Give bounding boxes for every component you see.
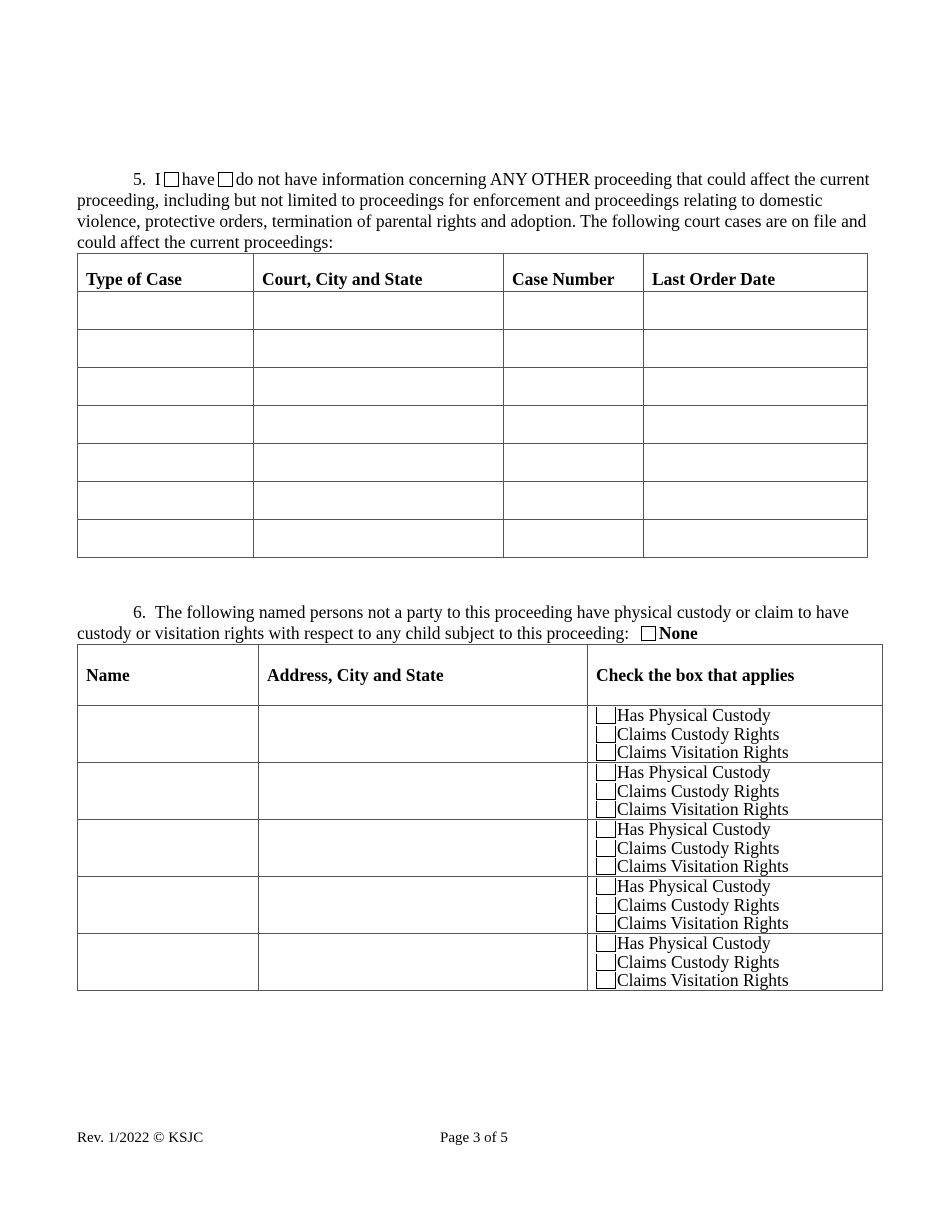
footer-page-number: Page 3 of 5	[440, 1130, 508, 1146]
custody-options-cell	[588, 820, 883, 877]
type-of-case-cell[interactable]	[78, 368, 254, 406]
last-order-date-cell[interactable]	[644, 520, 868, 558]
table-row	[78, 877, 883, 934]
last-order-date-cell[interactable]	[644, 292, 868, 330]
custody-options-cell	[588, 706, 883, 763]
option-label: Claims Visitation Rights	[617, 913, 789, 933]
type-of-case-cell[interactable]	[78, 330, 254, 368]
last-order-date-cell[interactable]	[644, 444, 868, 482]
table-row	[78, 763, 883, 820]
court-cell[interactable]	[254, 520, 504, 558]
claims-custody-rights-checkbox[interactable]	[596, 897, 616, 914]
custody-options-cell	[588, 934, 883, 991]
table-row	[78, 820, 883, 877]
name-cell[interactable]	[78, 820, 259, 877]
last-order-date-cell[interactable]	[644, 406, 868, 444]
option-label: Claims Visitation Rights	[617, 799, 789, 819]
option-label: Claims Custody Rights	[617, 837, 780, 858]
court-cell[interactable]	[254, 482, 504, 520]
has-physical-custody-checkbox[interactable]	[596, 878, 616, 895]
custody-options-cell	[588, 877, 883, 934]
type-of-case-cell[interactable]	[78, 444, 254, 482]
court-cell[interactable]	[254, 444, 504, 482]
name-cell[interactable]	[78, 706, 259, 763]
section-5-body: the current proceeding, including but not limited to proceedings for enforcement and proceedings relating to domestic violence, protective orders, termination of parental rights and adoption. The following court cases are on file and could affect the current proceedings:	[77, 169, 870, 252]
option-label: Has Physical Custody	[617, 876, 771, 896]
option-label: Has Physical Custody	[617, 933, 771, 953]
last-order-date-cell[interactable]	[644, 330, 868, 368]
section-5-pronoun: I	[154, 169, 161, 189]
case-number-cell[interactable]	[504, 292, 644, 330]
header-last-order-date: Last Order Date	[644, 254, 868, 292]
has-physical-custody-checkbox[interactable]	[596, 935, 616, 952]
case-number-cell[interactable]	[504, 482, 644, 520]
none-checkbox[interactable]	[641, 626, 656, 641]
table-row	[78, 444, 868, 482]
has-physical-custody-checkbox[interactable]	[596, 821, 616, 838]
option-label: Has Physical Custody	[617, 819, 771, 839]
custody-persons-table	[77, 644, 883, 991]
claims-visitation-rights-checkbox[interactable]	[596, 801, 616, 818]
other-proceedings-header-row	[78, 254, 868, 292]
name-cell[interactable]	[78, 877, 259, 934]
court-cell[interactable]	[254, 406, 504, 444]
claims-custody-rights-checkbox[interactable]	[596, 726, 616, 743]
has-physical-custody-checkbox[interactable]	[596, 764, 616, 781]
option-label: Has Physical Custody	[617, 762, 771, 782]
option-label: Claims Visitation Rights	[617, 856, 789, 876]
table-row	[78, 330, 868, 368]
section-5-number: 5.	[133, 169, 147, 189]
option-label: Claims Visitation Rights	[617, 742, 789, 762]
header-case-number: Case Number	[504, 254, 644, 292]
header-check-box: Check the box that applies	[588, 645, 883, 706]
case-number-cell[interactable]	[504, 444, 644, 482]
claims-visitation-rights-checkbox[interactable]	[596, 972, 616, 989]
case-number-cell[interactable]	[504, 368, 644, 406]
claims-visitation-rights-checkbox[interactable]	[596, 858, 616, 875]
table-row	[78, 292, 868, 330]
type-of-case-cell[interactable]	[78, 520, 254, 558]
header-address: Address, City and State	[259, 645, 588, 706]
table-row	[78, 520, 868, 558]
case-number-cell[interactable]	[504, 330, 644, 368]
header-type-of-case: Type of Case	[78, 254, 254, 292]
type-of-case-cell[interactable]	[78, 292, 254, 330]
none-label: None	[658, 623, 698, 643]
type-of-case-cell[interactable]	[78, 406, 254, 444]
have-label: have	[181, 169, 215, 189]
footer-revision: Rev. 1/2022 © KSJC	[77, 1130, 204, 1146]
header-court-city-state: Court, City and State	[254, 254, 504, 292]
other-proceedings-table	[77, 253, 868, 558]
custody-persons-header-row	[78, 645, 883, 706]
court-cell[interactable]	[254, 330, 504, 368]
claims-custody-rights-checkbox[interactable]	[596, 783, 616, 800]
address-cell[interactable]	[259, 877, 588, 934]
address-cell[interactable]	[259, 934, 588, 991]
table-row	[78, 406, 868, 444]
claims-visitation-rights-checkbox[interactable]	[596, 744, 616, 761]
has-physical-custody-checkbox[interactable]	[596, 707, 616, 724]
custody-options-cell	[588, 763, 883, 820]
section-5-paragraph	[77, 169, 872, 253]
have-checkbox[interactable]	[164, 172, 179, 187]
court-cell[interactable]	[254, 292, 504, 330]
option-label: Claims Custody Rights	[617, 723, 780, 744]
claims-visitation-rights-checkbox[interactable]	[596, 915, 616, 932]
address-cell[interactable]	[259, 706, 588, 763]
type-of-case-cell[interactable]	[78, 482, 254, 520]
do-not-have-checkbox[interactable]	[218, 172, 233, 187]
section-6-text: The following named persons not a party to this proceeding have physical custody or claim to have custody or visitation rights with respect to any child subject to this proceeding:	[77, 602, 849, 643]
option-label: Claims Custody Rights	[617, 951, 780, 972]
option-label: Claims Visitation Rights	[617, 970, 789, 990]
table-row	[78, 706, 883, 763]
last-order-date-cell[interactable]	[644, 368, 868, 406]
table-row	[78, 934, 883, 991]
header-name: Name	[78, 645, 259, 706]
last-order-date-cell[interactable]	[644, 482, 868, 520]
option-label: Claims Custody Rights	[617, 894, 780, 915]
table-row	[78, 482, 868, 520]
name-cell[interactable]	[78, 934, 259, 991]
case-number-cell[interactable]	[504, 406, 644, 444]
name-cell[interactable]	[78, 763, 259, 820]
section-6-paragraph	[77, 602, 872, 644]
option-label: Claims Custody Rights	[617, 780, 780, 801]
address-cell[interactable]	[259, 763, 588, 820]
address-cell[interactable]	[259, 820, 588, 877]
case-number-cell[interactable]	[504, 520, 644, 558]
option-label: Has Physical Custody	[617, 705, 771, 725]
table-row	[78, 368, 868, 406]
claims-custody-rights-checkbox[interactable]	[596, 840, 616, 857]
do-not-have-label: do not have information concerning ANY OTHER proceeding that could affect	[235, 169, 790, 189]
claims-custody-rights-checkbox[interactable]	[596, 954, 616, 971]
section-6-number: 6.	[133, 602, 147, 622]
court-cell[interactable]	[254, 368, 504, 406]
